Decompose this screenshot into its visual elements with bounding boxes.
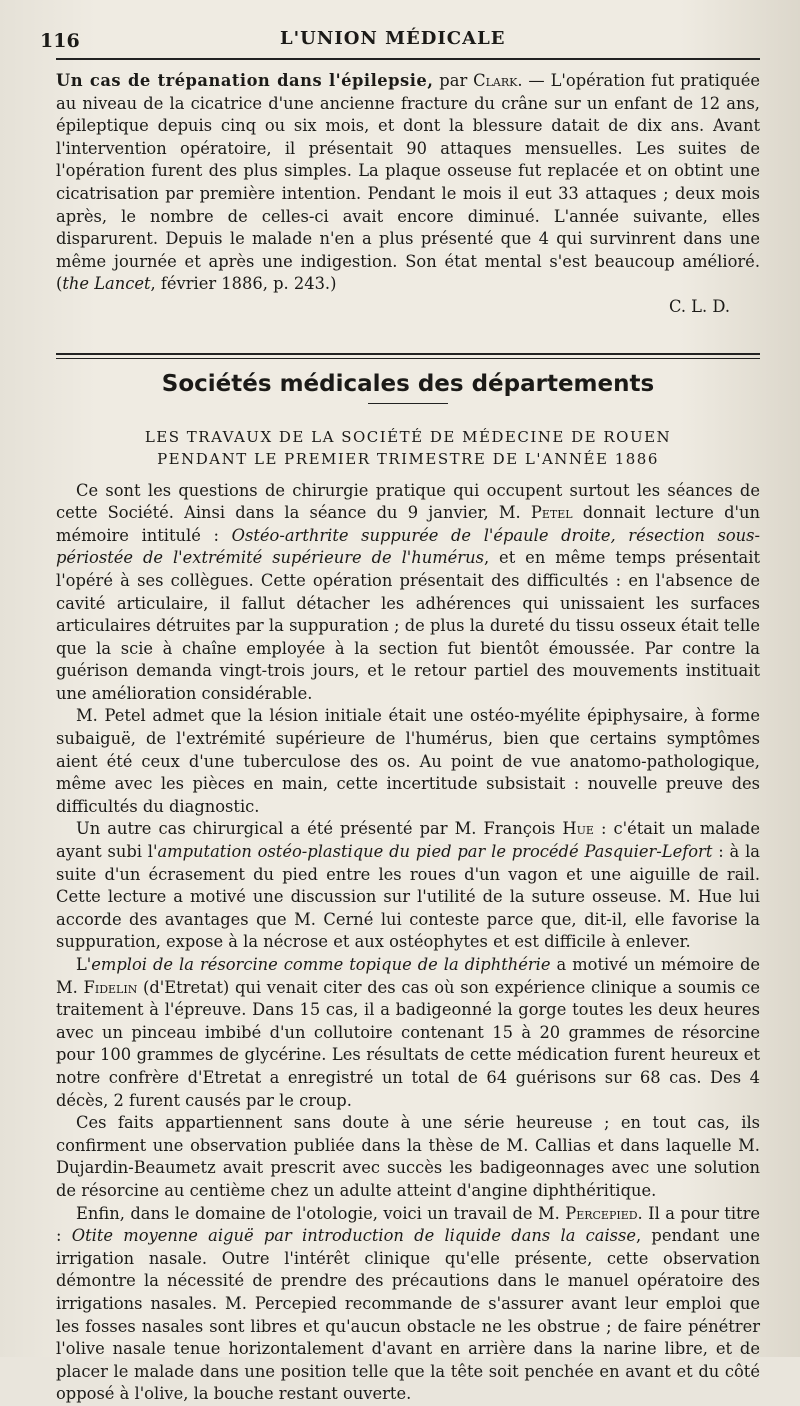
p1-author-name: Petel: [530, 503, 573, 523]
abstract-text-2: , février 1886, p. 243.): [150, 274, 337, 294]
p3-text-b: : c'était un malade ayant subi l': [56, 819, 760, 862]
paragraph-3: [56, 818, 760, 954]
paragraph-5: Ces faits appartiennent sans doute à une série heureuse ; en tout cas, ils confirment une observation publiée dans la thèse de M. Callias et dans laquelle M. Dujardin-Beaumetz avait prescrit avec succès les badigeonnages avec une solution de résorcine au centième chez un adulte atteint d'angine diphthéritique.: [56, 1113, 760, 1200]
paragraph-2: M. Petel admet que la lésion initiale était une ostéo-myélite épiphysaire, à forme subaiguë, de l'extrémité supérieure de l'humérus, bien que certains symptômes aient été ceux d'une tuberculose des os. Au point de vue anatomo-pathologique, même avec les pièces en main, cette incertitude subsistait : nouvelle preuve des difficultés du diagnostic.: [56, 706, 760, 816]
abstract-by: par: [433, 71, 474, 90]
section-title: Sociétés médicales des départements: [161, 370, 655, 397]
article-subhead-1: LES TRAVAUX DE LA SOCIÉTÉ DE MÉDECINE DE ROUEN: [144, 427, 672, 446]
p1-text-c: , et en même temps présentait l'opéré à ses collègues. Cette opération présentait des difficultés : en l'absence de cavité articulaire, il fallut détacher les adhérences qui unissaient les surfaces articulaires détruites par la suppuration ; de plus la dureté du tissu osseux était telle que la scie à chaîne employée à la section fut bientôt émoussée. Par contre la guérison demanda vingt-trois jours, et le retour partiel des mouvements instituait une amélioration considérable.: [56, 548, 760, 703]
p6-text-b: . Il a pour titre :: [56, 1203, 760, 1246]
p6-text-a: Enfin, dans le domaine de l'otologie, voici un travail de M.: [76, 1203, 566, 1223]
p4-text-a: L': [76, 955, 92, 974]
paragraph-1: [56, 480, 760, 706]
p6-work-title: Otite moyenne aiguë par introduction de liquide dans la caisse: [71, 1226, 637, 1246]
p1-text-b: donnait lecture d'un mémoire intitulé :: [56, 503, 760, 545]
p6-author-name: Percepied: [565, 1203, 638, 1223]
p3-text-c: : à la suite d'un écrasement du pied entre les roues d'un vagon et une aiguille de rail. Cette lecture a motivé une discussion sur l'utilité de la suture osseuse. M. Hue lui accorde des avantages que M. Cerné lui conteste parce que, dit-il, elle favorise la suppuration, expose à la nécrose et aux ostéophytes et est difficile à enlever.: [56, 842, 760, 952]
p4-author-name: Fidelin: [83, 977, 138, 997]
abstract-signature: C. L. D.: [668, 296, 730, 316]
p3-text-a: Un autre cas chirurgical a été présenté par M. François: [76, 819, 563, 839]
p6-text-c: , pendant une irrigation nasale. Outre l'intérêt clinique qu'elle présente, cette observation démontre la nécessité de prendre des précautions dans le manuel opératoire des irrigations nasales. M. Percepied recommande de s'assurer avant leur emploi que les fosses nasales sont libres et qu'aucun obstacle ne les obstrue ; de faire pénétrer l'olive nasale tenue horizontalement d'avant en arrière dans la narine libre, et de placer le malade dans une position telle que la tête soit penchée en avant et du côté opposé à l'olive, la bouche restant ouverte.: [56, 1226, 760, 1404]
running-head: [40, 28, 760, 56]
abstract-block: [56, 70, 760, 319]
p4-topic: emploi de la résorcine comme topique de la diphthérie: [91, 955, 551, 974]
p4-text-b: a motivé un mémoire de M.: [56, 955, 760, 997]
abstract-paragraph: [56, 70, 760, 296]
p4-text-c: (d'Etretat) qui venait citer des cas où son expérience clinique a soumis ce traitement à l'épreuve. Dans 15 cas, il a badigeonné la gorge toutes les deux heures avec un pinceau imbibé d'un collutoire contenant 15 à 20 grammes de résorcine pour 100 grammes de glycérine. Les résultats de cette médication furent heureux et notre confrère d'Etretat a enregistré un total de 64 guérisons sur 68 cas. Des 4 décès, 2 furent causés par le croup.: [56, 977, 760, 1110]
journal-title: L'UNION MÉDICALE: [280, 28, 506, 49]
paragraph-4: [56, 954, 760, 1112]
p1-text-a: Ce sont les questions de chirurgie pratique qui occupent surtout les séances de cette Société. Ainsi dans la séance du 9 janvier, M.: [56, 480, 760, 523]
article-subhead-2: PENDANT LE PREMIER TRIMESTRE DE L'ANNÉE 1886: [157, 449, 659, 468]
article-body: [56, 480, 760, 1406]
p3-author-name: Hue: [562, 819, 594, 839]
section-divider: [56, 353, 760, 359]
abstract-source: the Lancet: [62, 274, 151, 294]
abstract-title: Un cas de trépanation dans l'épilepsie,: [56, 71, 434, 90]
paragraph-6: [56, 1203, 760, 1406]
p3-procedure: amputation ostéo-plastique du pied par le procédé Pasquier-Lefort: [157, 842, 713, 862]
abstract-text-1: . — L'opération fut pratiquée au niveau de la cicatrice d'une ancienne fracture du crâne sur un enfant de 12 ans, épileptique depuis cinq ou six mois, et dont la blessure datait de dix ans. Avant l'intervention opératoire, il présentait 90 attaques mensuelles. Les suites de l'opération furent des plus simples. La plaque osseuse fut replacée et on obtint une cicatrisation par première intention. Pendant le mois il eut 33 attaques ; deux mois après, le nombre de celles-ci avait encore diminué. L'année suivante, elles disparurent. Depuis le malade n'en a plus présenté que 4 qui survinrent dans une même journée et après une indigestion. Son état mental s'est beaucoup amélioré. (: [56, 71, 760, 294]
page-number: 116: [40, 30, 80, 52]
header-rule: [56, 58, 760, 60]
abstract-author: Clark: [473, 71, 518, 90]
p1-memoir-title: Ostéo-arthrite suppurée de l'épaule droite, résection sous-périostée de l'extrémité supérieure de l'humérus: [56, 525, 760, 568]
section-title-rule: [368, 403, 448, 404]
